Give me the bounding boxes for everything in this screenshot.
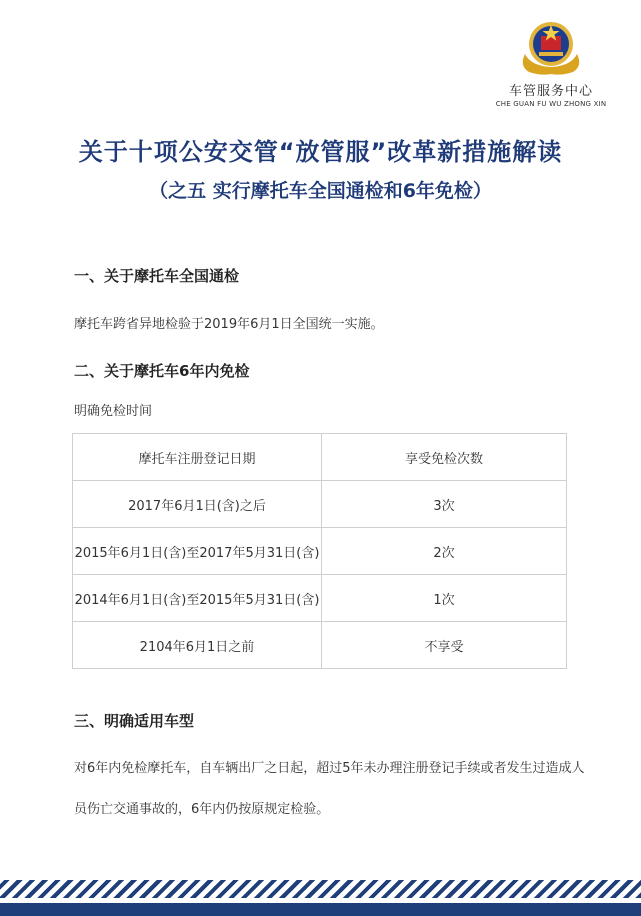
table-row <box>73 528 567 575</box>
section1-heading: 一、关于摩托车全国通检 <box>74 267 240 285</box>
table-header-cell: 享受免检次数 <box>322 434 567 481</box>
police-emblem-icon <box>515 14 587 78</box>
section3-heading: 三、明确适用车型 <box>74 712 195 730</box>
exemption-table <box>72 433 567 669</box>
table-cell-date: 2017年6月1日(含)之后 <box>73 481 322 528</box>
table-row <box>73 622 567 669</box>
table-cell-count: 2次 <box>322 528 567 575</box>
section1-text: 摩托车跨省异地检验于2019年6月1日全国统一实施。 <box>74 317 384 332</box>
table-cell-date: 2104年6月1日之前 <box>73 622 322 669</box>
section2-heading: 二、关于摩托车6年内免检 <box>74 362 250 380</box>
table-cell-count: 不享受 <box>322 622 567 669</box>
table-cell-count: 3次 <box>322 481 567 528</box>
footer-decoration <box>0 880 641 916</box>
page-title: 关于十项公安交管“放管服”改革新措施解读 <box>78 138 563 166</box>
table-header-row <box>73 434 567 481</box>
logo <box>486 14 616 108</box>
section3-text: 对6年内免检摩托车，自车辆出厂之日起，超过5年未办理注册登记手续或者发生过造成人员伤亡交通事故的，6年内仍按原规定检验。 <box>74 761 585 817</box>
footer-stripes <box>0 880 641 898</box>
table-header-cell: 摩托车注册登记日期 <box>73 434 322 481</box>
logo-name-en: CHE GUAN FU WU ZHONG XIN <box>495 100 607 108</box>
table-cell-date: 2014年6月1日(含)至2015年5月31日(含) <box>73 575 322 622</box>
table-cell-count: 1次 <box>322 575 567 622</box>
section2-intro: 明确免检时间 <box>74 404 153 419</box>
table-row <box>73 575 567 622</box>
footer-band <box>0 903 641 916</box>
page-subtitle: （之五 实行摩托车全国通检和6年免检） <box>149 180 492 202</box>
logo-name-cn: 车管服务中心 <box>508 84 593 99</box>
table-row <box>73 481 567 528</box>
table-cell-date: 2015年6月1日(含)至2017年5月31日(含) <box>73 528 322 575</box>
